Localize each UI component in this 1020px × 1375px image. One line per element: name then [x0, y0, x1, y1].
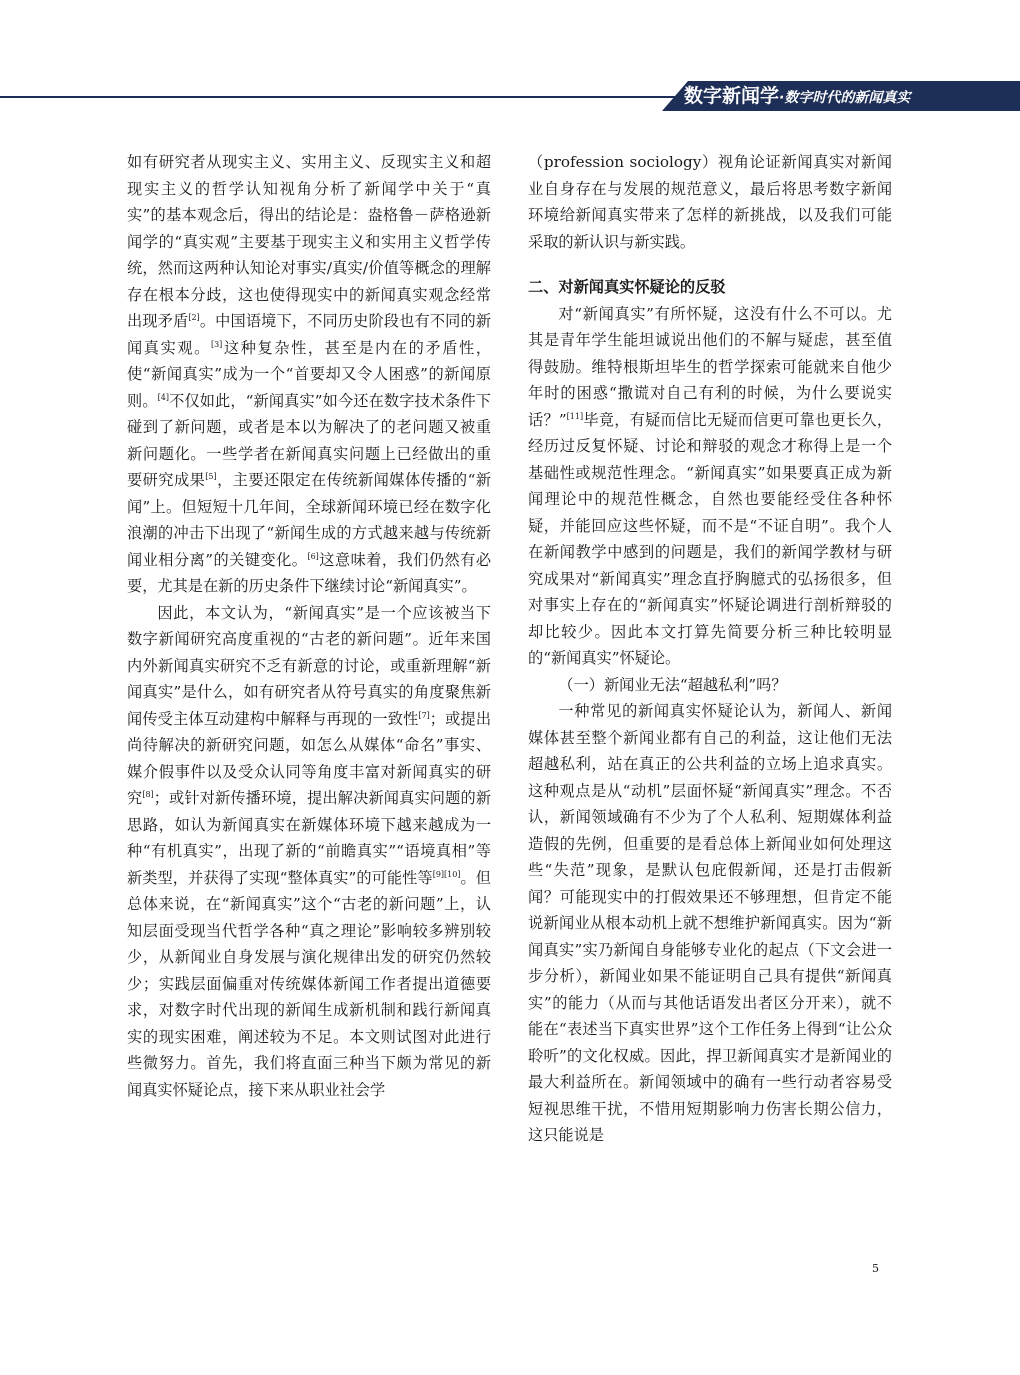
header-separator: · [779, 90, 785, 106]
citation: [3] [210, 339, 223, 349]
citation: [5] [205, 471, 217, 481]
paragraph: 一种常见的新闻真实怀疑论认为，新闻人、新闻媒体甚至整个新闻业都有自己的利益，这让他们无法超越私利，站在真正的公共利益的立场上追求真实。这种观点是从“动机”层面怀疑“新闻真实”理念。不否认，新闻领域确有不少为了个人私利、短期媒体利益造假的先例，但重要的是看总体上新闻业如何处理这些“失范”现象，是默认包庇假新闻，还是打击假新闻？可能现实中的打假效果还不够理想，但肯定不能说新闻业从根本动机上就不想维护新闻真实。因为“新闻真实”实乃新闻自身能够专业化的起点（下文会进一步分析），新闻业如果不能证明自己具有提供“新闻真实”的能力（从而与其他话语发出者区分开来），就不能在“表述当下真实世界”这个工作任务上得到“让公众聆听”的文化权威。因此，捍卫新闻真实才是新闻业的最大利益所在。新闻领域中的确有一些行动者容易受短视思维干扰，不惜用短期影响力伤害长期公信力，这只能说是 [528, 702, 892, 1144]
subsection-heading: （一）新闻业无法“超越私利”吗？ [558, 675, 787, 694]
issue-theme: 数字时代的新闻真实 [784, 90, 911, 106]
journal-name: 数字新闻学 [684, 85, 780, 107]
paragraph: （profession sociology）视角论证新闻真实对新闻业自身存在与发展的规范意义，最后将思考数字新闻环境给新闻真实带来了怎样的新挑战，以及我们可能采取的新认识与新实践。 [528, 153, 892, 251]
paragraph: 对“新闻真实”有所怀疑，这没有什么不可以。尤其是青年学生能坦诚说出他们的不解与疑虑，甚至值得鼓励。维特根斯坦毕生的哲学探索可能就来自他少年时的困惑“撒谎对自己有利的时候，为什么要说实话？”[11]毕竟，有疑而信比无疑而信更可靠也更长久，经历过反复怀疑、讨论和辩驳的观念才称得上是一个基础性或规范性理念。“新闻真实”如果要真正成为新闻理论中的规范性概念，自然也要能经受住各种怀疑，并能回应这些怀疑，而不是“不证自明”。我个人在新闻教学中感到的问题是，我们的新闻学教材与研究成果对“新闻真实”理念直抒胸臆式的弘扬很多，但对事实上存在的“新闻真实”怀疑论调进行剖析辩驳的却比较少。因此本文打算先简要分析三种比较明显的“新闻真实”怀疑论。 [528, 304, 893, 667]
section-heading: 二、对新闻真实怀疑论的反驳 [528, 278, 726, 296]
citation: [4] [157, 392, 169, 402]
citation: [9][10] [432, 869, 461, 879]
citation: [2] [188, 312, 200, 322]
page-number: 5 [872, 1262, 879, 1275]
right-column [528, 149, 892, 1149]
paragraph: 因此，本文认为，“新闻真实”是一个应该被当下数字新闻研究高度重视的“古老的新问题”。近年来国内外新闻真实研究不乏有新意的讨论，或重新理解“新闻真实”是什么，如有研究者从符号真实的角度聚焦新闻传受主体互动建构中解释与再现的一致性[7]；或提出尚待解决的新研究问题，如怎么从媒体“命名”事实、媒介假事件以及受众认同等角度丰富对新闻真实的研究[8]；或针对新传播环境，提出解决新闻真实问题的新思路，如认为新闻真实在新媒体环境下越来越成为一种“有机真实”，出现了新的“前瞻真实”“语境真相”等新类型，并获得了实现“整体真实”的可能性等[9][10]。但总体来说，在“新闻真实”这个“古老的新问题”上，认知层面受现当代哲学各种“真之理论”影响较多辨别较少，从新闻业自身发展与演化规律出发的研究仍然较少；实践层面偏重对传统媒体新闻工作者提出道德要求，对数字时代出现的新闻生成新机制和践行新闻真实的现实困难，阐述较为不足。本文则试图对此进行些微努力。首先，我们将直面三种当下颇为常见的新闻真实怀疑论点，接下来从职业社会学 [127, 603, 492, 1099]
left-column [127, 149, 491, 1103]
citation: [6] [307, 551, 319, 561]
citation: [8] [142, 789, 154, 799]
citation: [11] [566, 411, 584, 421]
citation: [7] [418, 710, 430, 720]
paragraph: 如有研究者从现实主义、实用主义、反现实主义和超现实主义的哲学认知视角分析了新闻学中关于“真实”的基本观念后，得出的结论是：盎格鲁－萨格逊新闻学的“真实观”主要基于现实主义和实用主义哲学传统，然而这两种认知论对事实/真实/价值等概念的理解存在根本分歧，这也使得现实中的新闻真实观念经常出现矛盾[2]。中国语境下，不同历史阶段也有不同的新闻真实观。[3]这种复杂性，甚至是内在的矛盾性，使“新闻真实”成为一个“首要却又令人困惑”的新闻原则。[4]不仅如此，“新闻真实”如今还在数字技术条件下碰到了新问题，或者是本以为解决了的老问题又被重新问题化。一些学者在新闻真实问题上已经做出的重要研究成果[5]，主要还限定在传统新闻媒体传播的“新闻”上。但短短十几年间，全球新闻环境已经在数字化浪潮的冲击下出现了“新闻生成的方式越来越与传统新闻业相分离”的关键变化。[6]这意味着，我们仍然有必要，尤其是在新的历史条件下继续讨论“新闻真实”。 [127, 153, 492, 595]
running-header [684, 84, 910, 108]
